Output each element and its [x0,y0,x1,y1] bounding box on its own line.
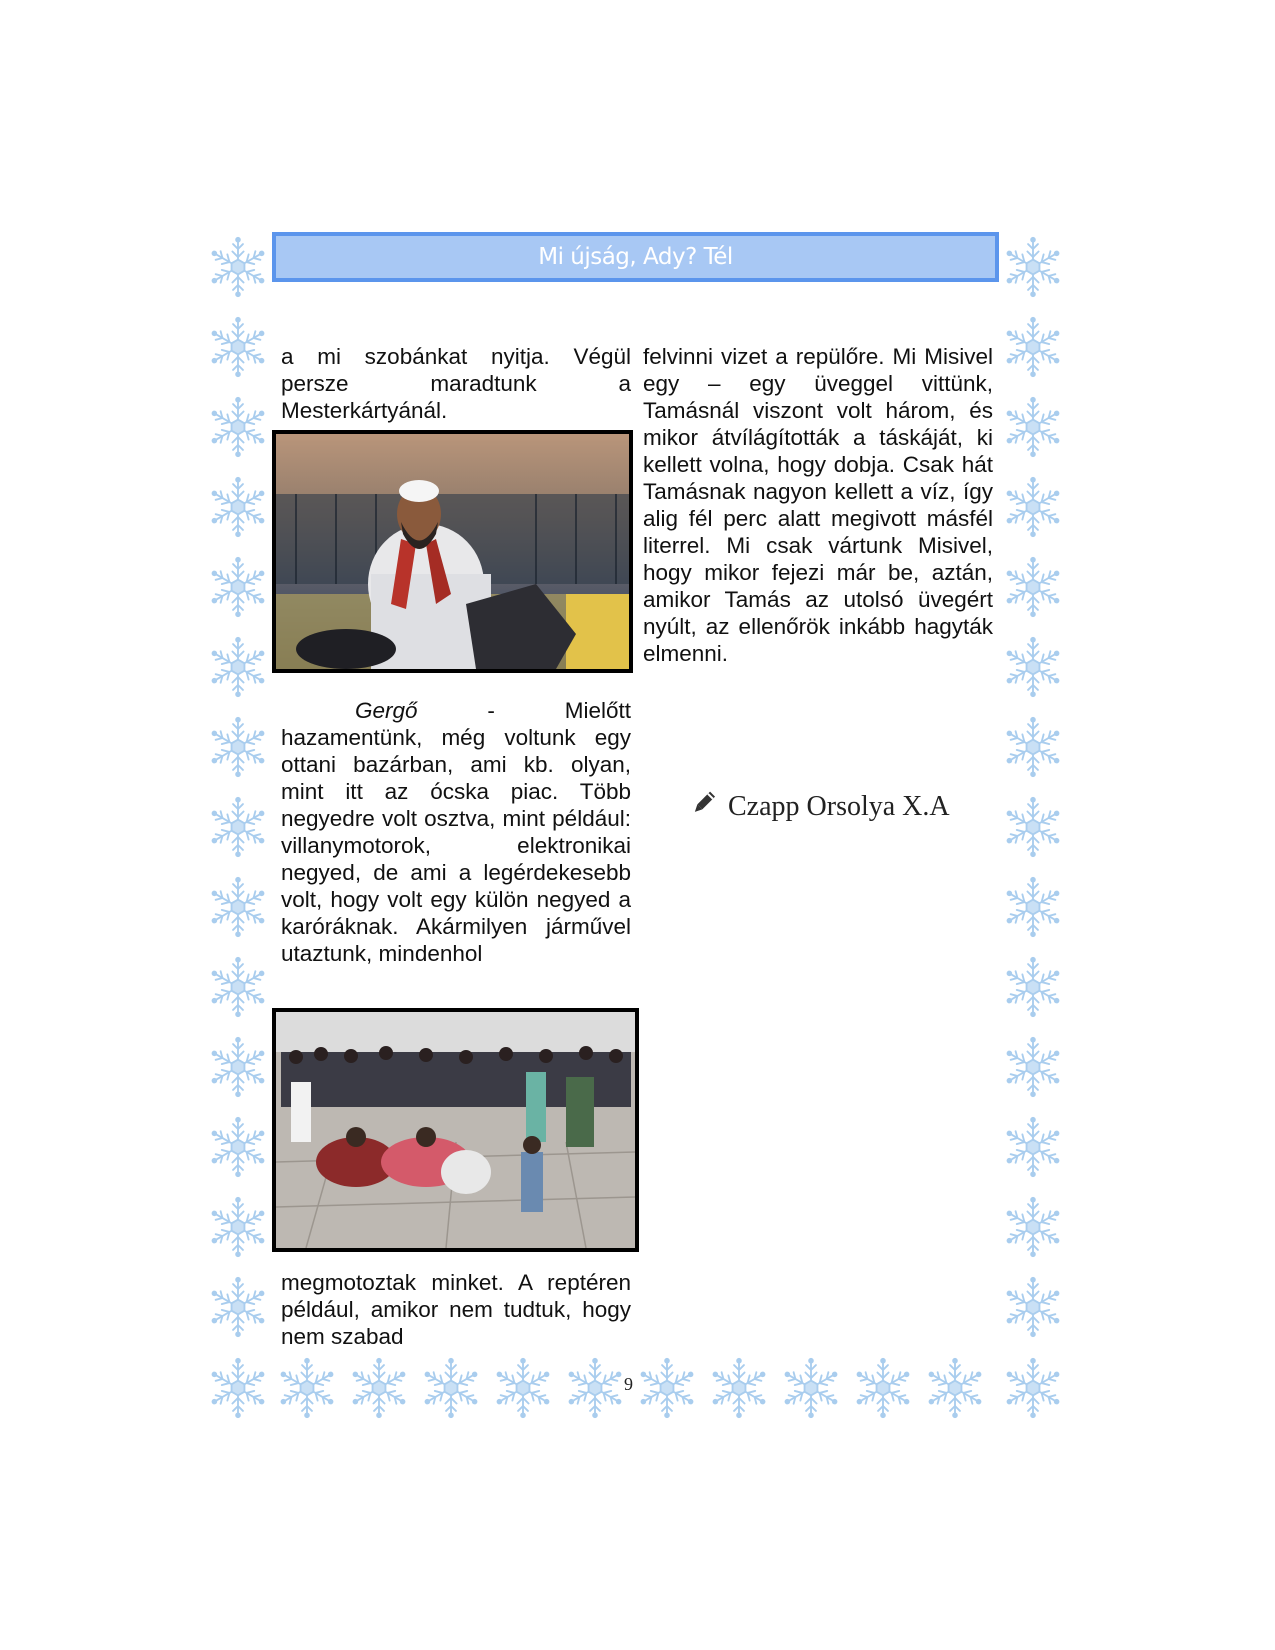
snowflake-icon [207,396,269,458]
author-name: Czapp Orsolya X.A [728,791,950,822]
snowflake-icon [207,1116,269,1178]
snowflake-icon [492,1357,554,1419]
snowflake-icon [852,1357,914,1419]
snowflake-icon [276,1357,338,1419]
photo-crowd [272,1008,639,1252]
left-column-bottom [281,1269,631,1350]
snowflake-icon [1002,1357,1064,1419]
snowflake-icon [420,1357,482,1419]
paragraph: Gergő - Mielőtt hazamentünk, még voltunk egy ottani bazárban, ami kb. olyan, mint itt az ócska piac. Több negyedre volt osztva, mint például: villanymotorok, elektronikai negyed, de ami a legérdekesebb volt, hogy volt egy külön negyed a karóráknak. Akármilyen járművel utaztunk, mindenhol [281,698,631,966]
snowflake-icon [1002,956,1064,1018]
snowflake-icon [708,1357,770,1419]
snowflake-icon [1002,476,1064,538]
snowflake-icon [1002,1276,1064,1338]
snowflake-icon [1002,716,1064,778]
header-banner [272,232,999,282]
author-byline [690,790,950,824]
paragraph: megmotoztak minket. A reptéren például, amikor nem tudtuk, hogy nem szabad [281,1270,631,1349]
snowflake-icon [207,1036,269,1098]
snowflake-icon [1002,796,1064,858]
snowflake-icon [1002,236,1064,298]
header-title: Mi újság, Ady? Tél [538,244,733,270]
snowflake-icon [207,236,269,298]
snowflake-icon [1002,556,1064,618]
snowflake-icon [207,796,269,858]
paragraph: felvinni vizet a repülőre. Mi Misivel egy – egy üveggel vittünk, Tamásnál viszont volt három, és mikor átvílágították a táskáját, ki kellett volna, hogy dobja. Csak hát Tamásnak nagyon kellett a víz, így alig fél perc alatt megivott másfél literrel. Mi csak vártunk Misivel, hogy mikor fejezi már be, aztán, amikor Tamás az utolsó üvegért nyúlt, az ellenőrök inkább hagyták elmenni. [643,344,993,666]
left-column-middle [281,697,631,967]
snowflake-icon [207,1196,269,1258]
snowflake-icon [564,1357,626,1419]
page-number: 9 [624,1374,633,1394]
snowflake-icon [1002,396,1064,458]
snowflake-icon [207,716,269,778]
snowflake-icon [207,556,269,618]
snowflake-icon [207,476,269,538]
snowflake-icon [780,1357,842,1419]
left-column-top [281,343,631,424]
snowflake-icon [924,1357,986,1419]
snowflake-icon [207,316,269,378]
snowflake-icon [1002,1036,1064,1098]
snowflake-icon [207,956,269,1018]
right-column-text [643,343,993,667]
snowflake-icon [1002,636,1064,698]
snowflake-icon [207,1357,269,1419]
snowflake-icon [1002,1196,1064,1258]
snowflake-icon [348,1357,410,1419]
photo-man-on-scooter [272,430,633,673]
snowflake-icon [636,1357,698,1419]
snowflake-icon [1002,1116,1064,1178]
pencil-icon [690,790,716,824]
snowflake-icon [1002,316,1064,378]
speaker-name: Gergő [355,698,418,723]
snowflake-icon [207,876,269,938]
paragraph: a mi szobánkat nyitja. Végül persze maradtunk a Mesterkártyánál. [281,344,631,423]
snowflake-icon [1002,876,1064,938]
snowflake-icon [207,636,269,698]
snowflake-icon [207,1276,269,1338]
